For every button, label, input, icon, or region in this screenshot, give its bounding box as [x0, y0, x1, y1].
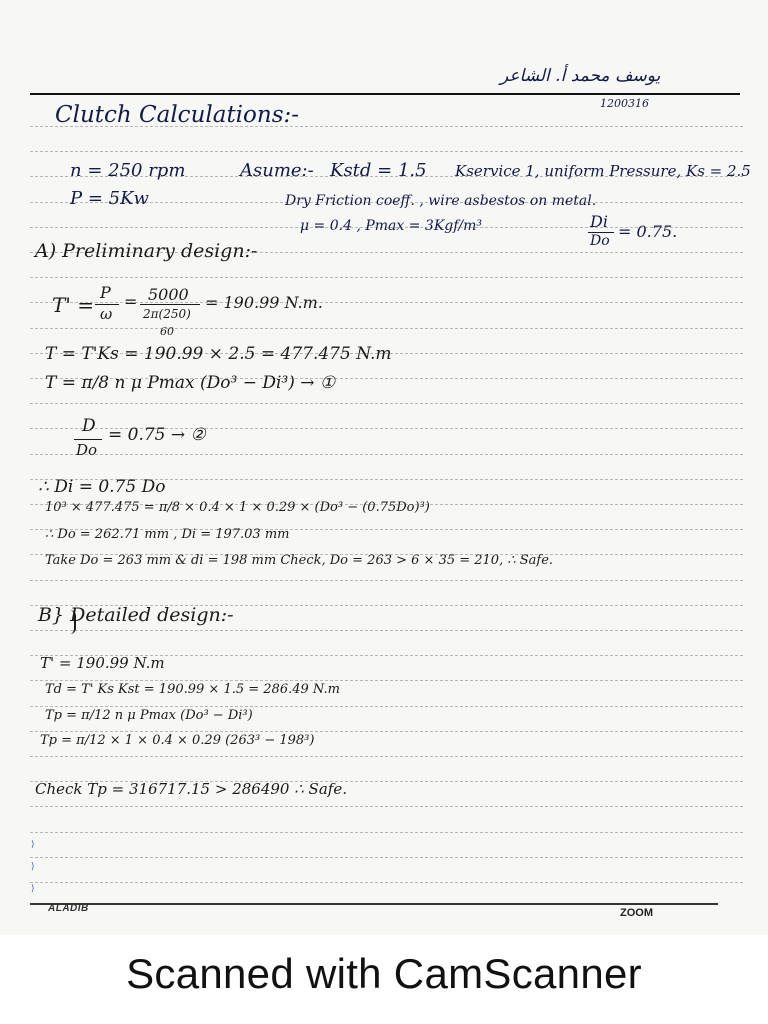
- ruled-line: [30, 403, 743, 404]
- given-speed: n = 250 rpm: [70, 160, 186, 181]
- section-b-heading: B} Detailed design:-: [38, 604, 234, 626]
- ruled-line: [30, 882, 743, 883]
- omega-denominator: 60: [160, 325, 174, 338]
- margin-mark: ⟩: [31, 884, 35, 894]
- k-std: Kstd = 1.5: [330, 160, 427, 181]
- power-fraction-bar: [140, 304, 200, 305]
- page-title: Clutch Calculations:-: [55, 102, 300, 128]
- ratio-value: = 0.75.: [618, 222, 678, 241]
- ruled-line: [30, 731, 743, 732]
- section-b-bracket: [70, 610, 76, 634]
- torque-line: T = T'Ks = 190.99 × 2.5 = 477.475 N.m: [45, 344, 392, 364]
- p-numerator: P: [100, 283, 111, 302]
- ruled-line: [30, 857, 743, 858]
- torque-formula: T = π/8 n μ Pmax (Do³ − Di³) → ①: [45, 373, 336, 393]
- margin-mark: ⟩: [31, 840, 35, 850]
- di-line: ∴ Di = 0.75 Do: [38, 477, 166, 497]
- final-check-line: Check Tp = 316717.15 > 286490 ∴ Safe.: [35, 780, 347, 798]
- tp-substitution: Tp = π/12 × 1 × 0.4 × 0.29 (263³ − 198³): [40, 733, 315, 748]
- assume-label: Asume:-: [240, 160, 314, 181]
- d-numerator: D: [82, 416, 96, 436]
- ruled-line: [30, 806, 743, 807]
- ruled-line: [30, 706, 743, 707]
- d-denominator: Do: [76, 441, 98, 459]
- notebook-brand-logo: ALADIB: [48, 903, 89, 914]
- d-fraction-bar: [74, 439, 102, 440]
- section-a-heading: A) Preliminary design:-: [35, 240, 258, 262]
- t-prime-b: T' = 190.99 N.m: [40, 654, 165, 672]
- ruled-line: [30, 454, 743, 455]
- substitution-line: 10³ × 477.475 = π/8 × 0.4 × 1 × 0.29 × (Do³ − (0.75Do)³): [45, 500, 430, 515]
- omega-value: 2π(250): [143, 307, 191, 321]
- ruled-line: [30, 277, 743, 278]
- tp-formula: Tp = π/12 n μ Pmax (Do³ − Di³): [45, 708, 253, 723]
- ruled-line: [30, 328, 743, 329]
- student-id: 1200316: [600, 97, 649, 110]
- footer-rule: [30, 903, 718, 905]
- power-value: 5000: [148, 285, 189, 304]
- ratio-denominator: Do: [590, 233, 610, 249]
- camscanner-watermark: Scanned with CamScanner: [126, 950, 642, 997]
- t-prime-lhs: T' =: [52, 293, 94, 317]
- t-prime-result: = 190.99 N.m.: [205, 293, 323, 312]
- ruled-line: [30, 580, 743, 581]
- mu-pmax: μ = 0.4 , Pmax = 3Kgf/m³: [300, 218, 483, 234]
- eq-sign: =: [124, 292, 138, 311]
- k-service: Kservice 1, uniform Pressure, Ks = 2.5: [455, 162, 751, 180]
- ruled-line: [30, 680, 743, 681]
- margin-mark: ⟩: [31, 862, 35, 872]
- ruled-line: [30, 832, 743, 833]
- ratio-numerator: Di: [590, 212, 608, 231]
- d-result: = 0.75 → ②: [108, 425, 206, 445]
- w-denominator: ω: [100, 305, 113, 323]
- ruled-line: [30, 630, 743, 631]
- zoom-brand-logo: ZOOM: [620, 907, 653, 919]
- given-power: P = 5Kw: [70, 188, 149, 209]
- ruled-line: [30, 151, 743, 152]
- ruled-line: [30, 756, 743, 757]
- td-line: Td = T' Ks Kst = 190.99 × 1.5 = 286.49 N.m: [45, 682, 340, 697]
- friction-note: Dry Friction coeff. , wire asbestos on metal.: [285, 193, 597, 209]
- do-line: ∴ Do = 262.71 mm , Di = 197.03 mm: [45, 527, 290, 542]
- take-check-line: Take Do = 263 mm & di = 198 mm Check, Do = 263 > 6 × 35 = 210, ∴ Safe.: [45, 553, 554, 568]
- author-name: يوسف محمد أ. الشاعر: [500, 66, 661, 86]
- header-rule: [30, 93, 740, 95]
